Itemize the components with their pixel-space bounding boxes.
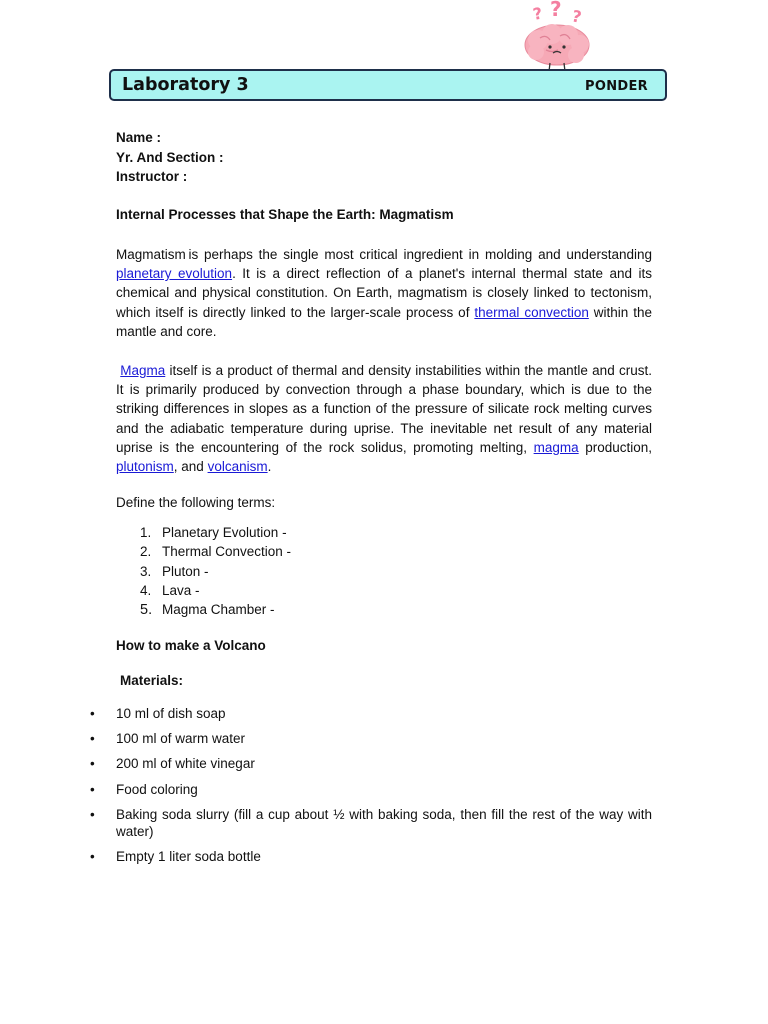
plutonism-link[interactable]: plutonism	[116, 459, 174, 475]
name-label: Name :	[116, 130, 162, 145]
ponder-tag: PONDER	[585, 79, 648, 94]
volcanism-link[interactable]: volcanism	[207, 459, 268, 475]
magma-link-2[interactable]: magma	[533, 439, 579, 455]
bullet-icon: •	[90, 731, 95, 747]
list-item: • Empty 1 liter soda bottle	[90, 849, 261, 865]
question-mark-icon: ?	[531, 3, 544, 24]
topic-title: Internal Processes that Shape the Earth: Magmatism	[116, 207, 454, 222]
brain-body	[525, 24, 589, 65]
bullet-icon: •	[90, 806, 95, 822]
lab-title: Laboratory 3	[122, 75, 249, 95]
bullet-icon: •	[90, 756, 95, 772]
term-item: 3. Pluton -	[140, 563, 209, 579]
define-prompt: Define the following terms:	[116, 495, 276, 510]
list-item: • Baking soda slurry (fill a cup about ½ with baking soda, then fill the rest of the way with water)	[90, 806, 652, 840]
magmatism-paragraph: Magmatism is perhaps the single most critical ingredient in molding and understanding planetary evolution. It is a direct reflection of a planet's internal thermal state and its chemical and physical constitution. On Earth, magmatism is closely linked to tectonism, which itself is directly linked to the larger-scale process of thermal convection within the mantle and core.	[116, 247, 652, 339]
list-item: • 200 ml of white vinegar	[90, 756, 255, 772]
term-item: 5. Magma Chamber -	[140, 602, 275, 619]
list-item: • 10 ml of dish soap	[90, 706, 226, 721]
volcano-title: How to make a Volcano	[116, 638, 266, 653]
instructor-label: Instructor :	[116, 169, 188, 184]
terms-list	[140, 523, 291, 619]
question-mark-icon: ?	[550, 0, 562, 21]
planetary-evolution-link[interactable]: planetary evolution	[116, 266, 233, 282]
list-item: • 100 ml of warm water	[90, 731, 246, 747]
bullet-icon: •	[90, 706, 95, 721]
materials-list	[90, 705, 652, 874]
term-item: 2. Thermal Convection -	[140, 544, 292, 560]
bullet-icon: •	[90, 849, 95, 865]
thermal-convection-link[interactable]: thermal convection	[474, 304, 589, 320]
question-mark-icon: ?	[570, 6, 584, 27]
magma-paragraph: Magma itself is a product of thermal and density instabilities within the mantle and crust. It is primarily produced by convection through a phase boundary, which is due to the striking differences in slopes as a function of the pressure of silicate rock melting curves and the adiabatic temperature during uprise. The inevitable net result of any material uprise is the encountering of the rock solidus, promoting melting, magma production, plutonism, and volcanism.	[116, 363, 653, 475]
magma-link[interactable]: Magma	[120, 363, 166, 378]
term-item: 4. Lava -	[140, 582, 200, 598]
list-item: • Food coloring	[90, 781, 198, 797]
bullet-icon: •	[90, 781, 95, 797]
term-item: 1. Planetary Evolution -	[140, 525, 287, 540]
lab-header	[109, 69, 667, 101]
materials-title: Materials:	[120, 673, 184, 688]
section-label: Yr. And Section :	[116, 150, 224, 165]
